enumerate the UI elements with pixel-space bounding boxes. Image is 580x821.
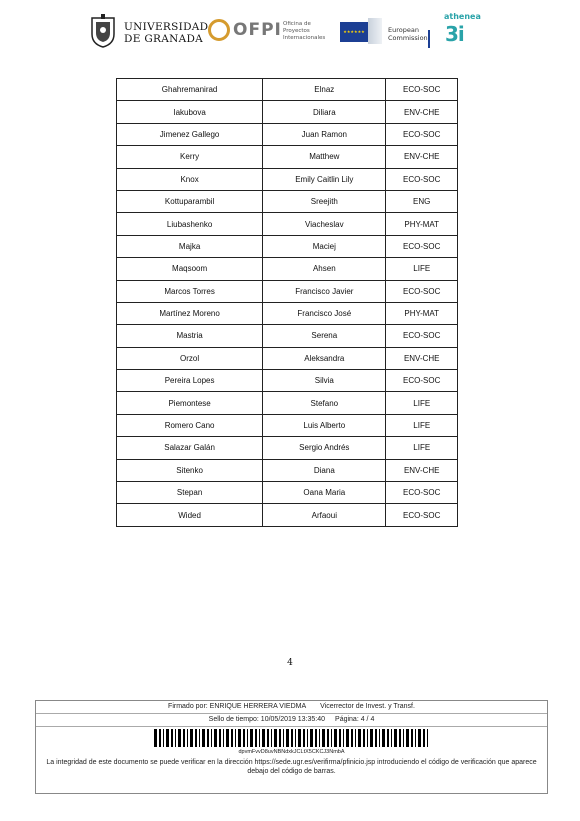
table-row (117, 79, 458, 101)
ugr-logo (90, 14, 209, 50)
ec-divider (428, 30, 430, 48)
name-cell: Stefano (263, 392, 386, 414)
barcode-bar (279, 729, 281, 747)
ec-line1: European (388, 26, 419, 34)
barcode-bar (226, 729, 229, 747)
table-row (117, 392, 458, 414)
name-cell: Elnaz (263, 79, 386, 101)
barcode-bar (271, 729, 272, 747)
surname-cell: Salazar Galán (117, 437, 263, 459)
name-cell: Juan Ramon (263, 123, 386, 145)
barcode-bar (207, 729, 209, 747)
barcode-bar (394, 729, 397, 747)
page-header (0, 10, 580, 50)
timestamp: Sello de tiempo: 10/05/2019 13:35:40 (208, 716, 326, 723)
name-cell: Viacheslav (263, 213, 386, 235)
page-count: Página: 4 / 4 (335, 716, 375, 723)
signed-by: Firmado por: ENRIQUE HERRERA VIEDMA (168, 703, 307, 710)
name-cell: Francisco José (263, 302, 386, 324)
ofpi-logo (208, 18, 333, 46)
barcode-bar (286, 729, 289, 747)
barcode-bar (199, 729, 200, 747)
surname-cell: Knox (117, 168, 263, 190)
barcode-bar (163, 729, 164, 747)
signer-role: Vicerrector de Invest. y Transf. (320, 703, 415, 710)
barcode-bar (235, 729, 236, 747)
table-row (117, 258, 458, 280)
barcode-bar (295, 729, 296, 747)
area-cell: ECO-SOC (386, 168, 458, 190)
ugr-crest-icon (90, 14, 116, 48)
ofpi-letters: OFPI (233, 20, 282, 40)
area-cell: PHY-MAT (386, 302, 458, 324)
signature-footer (35, 700, 548, 794)
surname-cell: Orzol (117, 347, 263, 369)
ofpi-circle-icon (208, 19, 230, 41)
area-cell: ECO-SOC (386, 235, 458, 257)
ugr-wordmark (124, 21, 208, 45)
name-cell: Diana (263, 459, 386, 481)
surname-cell: Kerry (117, 146, 263, 168)
barcode-bar (262, 729, 265, 747)
barcode-bar (355, 729, 356, 747)
barcode-bar (370, 729, 373, 747)
barcode-bar (427, 729, 428, 747)
table-row (117, 235, 458, 257)
barcode-bar (310, 729, 313, 747)
barcode-bar (399, 729, 401, 747)
barcode-bar (267, 729, 269, 747)
name-cell: Sergio Andrés (263, 437, 386, 459)
surname-cell: Maqsoom (117, 258, 263, 280)
table-row (117, 302, 458, 324)
surname-cell: Majka (117, 235, 263, 257)
table-row (117, 101, 458, 123)
area-cell: PHY-MAT (386, 213, 458, 235)
barcode-bar (291, 729, 293, 747)
barcode-bar (214, 729, 217, 747)
name-cell: Luis Alberto (263, 414, 386, 436)
signer-row (36, 701, 547, 714)
barcode-bar (358, 729, 361, 747)
ugr-line1: UNIVERSIDAD (124, 21, 209, 33)
barcode-bar (303, 729, 305, 747)
barcode-bar (307, 729, 308, 747)
barcode-bar (298, 729, 301, 747)
barcode-bar (391, 729, 392, 747)
surname-cell: Martínez Moreno (117, 302, 263, 324)
barcode (154, 729, 430, 747)
barcode-bar (319, 729, 320, 747)
table-row (117, 146, 458, 168)
barcode-bar (315, 729, 317, 747)
barcode-bar (387, 729, 389, 747)
ofpi-sub-line1: Oficina de Proyectos (283, 21, 311, 34)
barcode-bar (411, 729, 413, 747)
barcode-bar (334, 729, 337, 747)
area-cell: ENV-CHE (386, 459, 458, 481)
barcode-bar (343, 729, 344, 747)
barcode-bar (331, 729, 332, 747)
name-cell: Serena (263, 325, 386, 347)
surname-cell: Sitenko (117, 459, 263, 481)
barcode-bar (283, 729, 284, 747)
table-row (117, 370, 458, 392)
surname-cell: Mastria (117, 325, 263, 347)
ec-line2: Commission (388, 34, 428, 42)
area-cell: ECO-SOC (386, 325, 458, 347)
barcode-bar (175, 729, 176, 747)
barcode-bar (259, 729, 260, 747)
name-cell: Maciej (263, 235, 386, 257)
athenea-mark: 3i (445, 22, 464, 46)
barcode-bar (423, 729, 425, 747)
barcode-bar (178, 729, 181, 747)
barcode-bar (363, 729, 365, 747)
name-cell: Arfaoui (263, 504, 386, 526)
table-row (117, 347, 458, 369)
surname-cell: Wided (117, 504, 263, 526)
name-cell: Francisco Javier (263, 280, 386, 302)
barcode-bar (231, 729, 233, 747)
barcode-bar (247, 729, 248, 747)
ugr-line2: DE GRANADA (124, 33, 204, 45)
page-number: 4 (287, 658, 293, 668)
surname-cell: Liubashenko (117, 213, 263, 235)
timestamp-row (36, 714, 547, 727)
table-row (117, 168, 458, 190)
area-cell: ENV-CHE (386, 146, 458, 168)
name-cell: Silvia (263, 370, 386, 392)
area-cell: ENG (386, 190, 458, 212)
european-commission-logo (340, 18, 430, 48)
area-cell: ENV-CHE (386, 101, 458, 123)
area-cell: LIFE (386, 392, 458, 414)
ec-building-icon (368, 18, 382, 44)
table-row (117, 437, 458, 459)
barcode-bar (367, 729, 368, 747)
area-cell: ECO-SOC (386, 370, 458, 392)
eu-stars-icon: ★★★★★★ (343, 29, 365, 34)
barcode-bar (219, 729, 221, 747)
barcode-bar (211, 729, 212, 747)
barcode-bar (171, 729, 173, 747)
barcode-bar (379, 729, 380, 747)
barcode-bar (154, 729, 157, 747)
athenea-logo (444, 12, 488, 52)
barcode-bar (327, 729, 329, 747)
table-row (117, 325, 458, 347)
barcode-bar (339, 729, 341, 747)
surname-cell: Piemontese (117, 392, 263, 414)
surname-cell: Romero Cano (117, 414, 263, 436)
ofpi-subtitle (283, 21, 338, 42)
name-cell: Ahsen (263, 258, 386, 280)
verification-text: La integridad de este documento se puede verificar en la dirección https://sede.ugr.es/verifirma/pfinicio.jsp introduciendo el código de verificación que aparece debajo del código de barras. (46, 759, 537, 775)
surname-cell: Ghahremanirad (117, 79, 263, 101)
name-cell: Emily Caitlin Lily (263, 168, 386, 190)
barcode-bar (250, 729, 253, 747)
barcode-bar (403, 729, 404, 747)
name-cell: Diliara (263, 101, 386, 123)
area-cell: ECO-SOC (386, 504, 458, 526)
area-cell: ECO-SOC (386, 123, 458, 145)
surname-cell: Jimenez Gallego (117, 123, 263, 145)
table-row (117, 213, 458, 235)
barcode-bar (406, 729, 409, 747)
name-cell: Matthew (263, 146, 386, 168)
barcode-bar (223, 729, 224, 747)
area-cell: LIFE (386, 437, 458, 459)
surname-cell: Marcos Torres (117, 280, 263, 302)
table-row (117, 504, 458, 526)
barcode-bar (195, 729, 197, 747)
barcode-bar (238, 729, 241, 747)
table-row (117, 190, 458, 212)
barcode-bar (183, 729, 185, 747)
name-cell: Oana Maria (263, 482, 386, 504)
barcode-bar (346, 729, 349, 747)
barcode-bar (322, 729, 325, 747)
barcode-bar (255, 729, 257, 747)
barcode-bar (187, 729, 188, 747)
name-cell: Sreejith (263, 190, 386, 212)
table-row (117, 414, 458, 436)
surname-cell: Stepan (117, 482, 263, 504)
barcode-bar (418, 729, 421, 747)
table-row (117, 459, 458, 481)
barcode-bar (190, 729, 193, 747)
barcode-bar (159, 729, 161, 747)
barcode-bar (351, 729, 353, 747)
barcode-bar (415, 729, 416, 747)
barcode-bar (382, 729, 385, 747)
ofpi-sub-line2: Internacionales (283, 35, 326, 41)
area-cell: ENV-CHE (386, 347, 458, 369)
surname-cell: Kottuparambil (117, 190, 263, 212)
barcode-bar (202, 729, 205, 747)
participants-table (116, 78, 458, 527)
area-cell: ECO-SOC (386, 482, 458, 504)
area-cell: LIFE (386, 414, 458, 436)
table-row (117, 482, 458, 504)
area-cell: ECO-SOC (386, 79, 458, 101)
ec-wordmark (388, 26, 428, 42)
area-cell: ECO-SOC (386, 280, 458, 302)
barcode-bar (243, 729, 245, 747)
surname-cell: Pereira Lopes (117, 370, 263, 392)
barcode-bar (274, 729, 277, 747)
area-cell: LIFE (386, 258, 458, 280)
surname-cell: Iakubova (117, 101, 263, 123)
table-row (117, 280, 458, 302)
verification-code: dpvmFvvD8uvNBNdxkJCLtX5CKCJ3NmbA (238, 749, 345, 755)
barcode-bar (166, 729, 169, 747)
name-cell: Aleksandra (263, 347, 386, 369)
table-row (117, 123, 458, 145)
barcode-bar (375, 729, 377, 747)
participants-table-body (117, 79, 458, 527)
athenea-word: athenea (444, 12, 481, 21)
